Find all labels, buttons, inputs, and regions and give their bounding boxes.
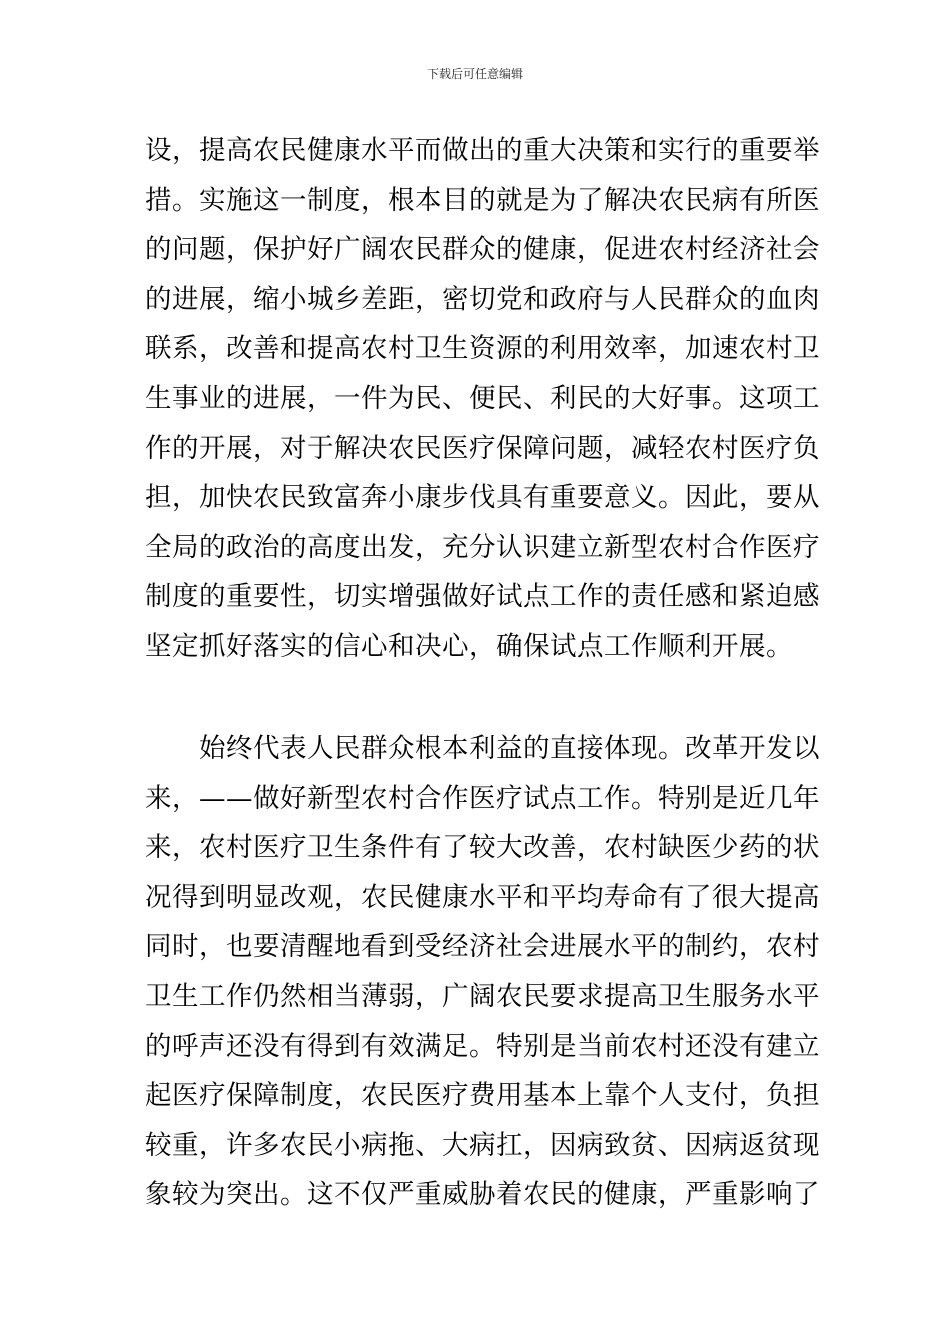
text-line: 同时，也要清醒地看到受经济社会进展水平的制约，农村 xyxy=(145,931,820,963)
text-line: 的呼声还没有得到有效满足。特别是当前农村还没有建立 xyxy=(145,1030,820,1062)
text-line: 来，农村医疗卫生条件有了较大改善，农村缺医少药的状 xyxy=(145,832,820,864)
paragraph-1 xyxy=(145,126,820,672)
text-line: 措。实施这一制度，根本目的就是为了解决农民病有所医 xyxy=(145,184,820,216)
text-line: 来，——做好新型农村合作医疗试点工作。特别是近几年 xyxy=(145,782,820,814)
text-line: 设，提高农民健康水平而做出的重大决策和实行的重要举 xyxy=(145,135,820,166)
text-line: 的问题，保护好广阔农民群众的健康，促进农村经济社会 xyxy=(145,234,820,266)
paragraph-2 xyxy=(145,724,820,1220)
text-line: 较重，许多农民小病拖、大病扛，因病致贫、因病返贫现 xyxy=(145,1129,820,1161)
page-header: 下载后可任意编辑 xyxy=(426,67,523,81)
text-line: 制度的重要性，切实增强做好试点工作的责任感和紧迫感 xyxy=(145,581,820,613)
text-line: 的进展，缩小城乡差距，密切党和政府与人民群众的血肉 xyxy=(145,283,820,315)
text-line: 生事业的进展，一件为民、便民、利民的大好事。这项工 xyxy=(145,382,820,414)
text-line: 联系，改善和提高农村卫生资源的利用效率，加速农村卫 xyxy=(145,333,820,365)
text-line: 全局的政治的高度出发，充分认识建立新型农村合作医疗 xyxy=(145,531,820,563)
text-line: 卫生工作仍然相当薄弱，广阔农民要求提高卫生服务水平 xyxy=(145,980,820,1012)
text-line: 担，加快农民致富奔小康步伐具有重要意义。因此，要从 xyxy=(145,482,820,514)
text-line: 作的开展，对于解决农民医疗保障问题，减轻农村医疗负 xyxy=(145,432,820,464)
text-line: 起医疗保障制度，农民医疗费用基本上靠个人支付，负担 xyxy=(145,1080,820,1112)
text-line-indented: 始终代表人民群众根本利益的直接体现。改革开发以 xyxy=(199,733,820,764)
text-line: 象较为突出。这不仅严重威胁着农民的健康，严重影响了 xyxy=(145,1179,820,1211)
text-line: 况得到明显改观，农民健康水平和平均寿命有了很大提高 xyxy=(145,881,820,913)
text-line: 坚定抓好落实的信心和决心，确保试点工作顺利开展。 xyxy=(145,630,793,662)
